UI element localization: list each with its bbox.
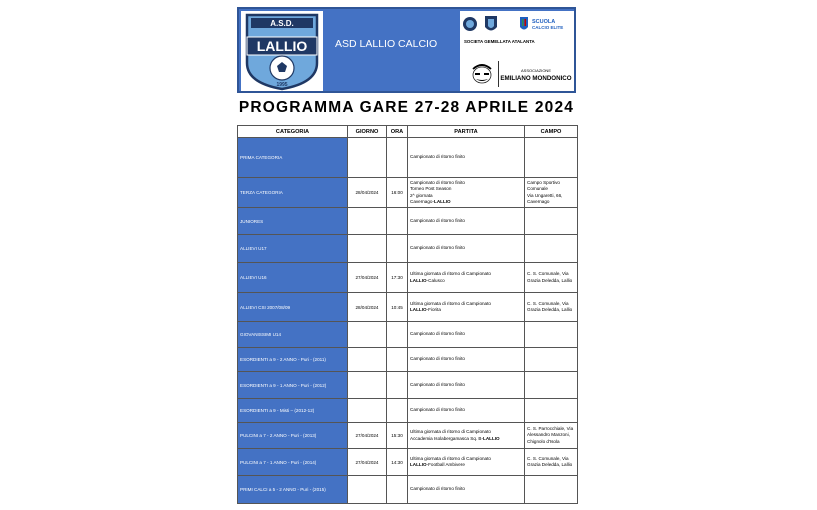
table-row [238,235,578,263]
venue-line: Cavernago [527,198,550,204]
table-row [238,476,578,504]
match-cell [408,423,525,449]
date-cell [348,348,387,372]
table-row [238,449,578,476]
time-cell [387,208,408,235]
venue-cell [525,476,578,504]
venue-cell [525,322,578,348]
association-label: ASSOCIAZIONE [520,68,552,73]
venue-cell [525,372,578,399]
category-cell: PULCINI a 7 - 1 ANNO - Puri - (2014) [238,449,348,476]
time-cell: 15:30 [387,423,408,449]
match-cell [408,449,525,476]
table-row [238,322,578,348]
date-cell: 28/04/2024 [348,293,387,322]
match-cell [408,399,525,423]
header-ora: ORA [387,126,408,138]
match-line: LALLIO-Fiorita [410,307,441,312]
match-line: Ultima giornata di ritorno di Campionato [410,271,491,277]
match-line: Campionato di ritorno finito [410,245,465,251]
venue-cell [525,208,578,235]
venue-cell [525,423,578,449]
table-row [238,348,578,372]
venue-cell [525,399,578,423]
date-cell [348,322,387,348]
category-cell: ESORDIENTI a 9 - Misti – (2012-12) [238,399,348,423]
time-cell [387,476,408,504]
match-line: LALLIO-Calusco [410,277,445,283]
time-cell [387,322,408,348]
time-cell [387,372,408,399]
table-row [238,263,578,293]
table-body [238,138,578,504]
time-cell [387,138,408,178]
header-banner [237,7,576,93]
club-logo [241,11,323,91]
header-categoria: CATEGORIA [238,126,348,138]
venue-cell [525,178,578,208]
header-partita: PARTITA [408,126,525,138]
match-cell [408,138,525,178]
time-cell: 10:45 [387,293,408,322]
venue-line: Via Ungaretti, 66, [527,192,563,198]
match-line: Campionato di ritorno finito [410,217,465,223]
date-cell [348,476,387,504]
association-name: EMILIANO MONDONICO [500,75,572,82]
match-cell [408,372,525,399]
team-name-highlight: LALLIO [483,435,500,441]
table-row [238,178,578,208]
match-cell [408,178,525,208]
date-cell [348,208,387,235]
team-name-highlight: LALLIO [410,277,427,283]
team-name-highlight: LALLIO [434,198,451,204]
venue-cell [525,263,578,293]
match-line: Ultima giornata di ritorno di Campionato [410,429,491,435]
time-cell: 16:00 [387,178,408,208]
match-line: Campionato di ritorno finito [410,331,465,337]
header-giorno: GIORNO [348,126,387,138]
venue-cell [525,235,578,263]
club-name: ASD LALLIO CALCIO [335,38,438,50]
category-cell: ALLIEVI CSI 2007/08/09 [238,293,348,322]
table-row [238,399,578,423]
logo-top-text: A.S.D. [270,19,294,28]
match-line: Ultima giornata di ritorno di Campionato [410,300,491,306]
category-cell: PULCINI a 7 - 2 ANNO - Puri - (2013) [238,423,348,449]
date-cell: 28/04/2024 [348,178,387,208]
venue-cell [525,348,578,372]
date-cell: 27/04/2024 [348,449,387,476]
table-row [238,372,578,399]
match-line: Torneo Post Season [410,186,452,192]
venue-line: C. S. Comunale, Via [527,271,569,277]
time-cell [387,348,408,372]
match-cell [408,208,525,235]
table-row [238,138,578,178]
time-cell: 14:30 [387,449,408,476]
match-line: Ultima giornata di ritorno di Campionato [410,455,491,461]
category-cell: ALLIEVI U16 [238,263,348,293]
venue-line: Campo Sportivo [527,179,560,185]
mondonico-portrait-icon [473,65,491,83]
team-name-highlight: LALLIO [410,462,427,467]
category-cell: ESORDIENTI a 9 - 2 ANNO - Puri - (2011) [238,348,348,372]
match-cell [408,476,525,504]
category-cell: PRIMA CATEGORIA [238,138,348,178]
date-cell: 27/04/2024 [348,423,387,449]
scuola-calcio-text-2: CALCIO ELITE [532,25,564,30]
fixtures-table [237,125,578,504]
match-line: Campionato di ritorno finito [410,179,465,185]
table-row [238,423,578,449]
venue-line: C. S. Comunale, Via [527,300,569,306]
date-cell [348,372,387,399]
venue-line: Grazia Deledda, Lallio [527,462,573,467]
venue-line: C. S. Parrocchiale, Via [527,426,574,432]
match-cell [408,348,525,372]
category-cell: ALLIEVI U17 [238,235,348,263]
category-cell: ESORDIENTI a 9 - 1 ANNO - Puri - (2012) [238,372,348,399]
table-row [238,293,578,322]
venue-cell [525,449,578,476]
match-cell [408,235,525,263]
match-cell [408,293,525,322]
date-cell [348,235,387,263]
venue-line: Grazia Deledda, Lallio [527,307,573,312]
table-header-row [238,126,578,138]
time-cell [387,399,408,423]
category-cell: GIOVANISSIMI U14 [238,322,348,348]
team-name-highlight: LALLIO [410,307,427,312]
match-line: Campionato di ritorno finito [410,154,465,160]
match-cell [408,322,525,348]
category-cell: TERZA CATEGORIA [238,178,348,208]
venue-line: Chignolo d'Isola [527,438,560,444]
match-line: Accademia Isolabergamasca Sq. B-LALLIO [410,435,500,441]
page-title: PROGRAMMA GARE 27-28 APRILE 2024 [238,99,575,116]
venue-line: Alessandro Manzoni, [527,432,570,438]
partner-logos [460,11,574,91]
category-cell: PRIMI CALCI a 5 - 2 ANNO - Puri - (2015) [238,476,348,504]
match-line: Campionato di ritorno finito [410,381,465,387]
gemellata-caption: SOCIETA GEMELLATA ATALANTA [464,39,535,44]
match-line: Campionato di ritorno finito [410,356,465,362]
logo-bottom-text: 1995 [276,82,288,88]
time-cell: 17:30 [387,263,408,293]
logo-main-text: LALLIO [256,38,308,54]
time-cell [387,235,408,263]
date-cell [348,138,387,178]
venue-cell [525,293,578,322]
match-line: 2^ giornata [410,192,433,198]
match-line: Campionato di ritorno finito [410,407,465,413]
venue-line: C. S. Comunale, Via [527,455,569,461]
venue-line: Grazia Deledda, Lallio [527,277,573,283]
table-row [238,208,578,235]
match-line: Cavernago-LALLIO [410,198,451,204]
match-cell [408,263,525,293]
figc-shield-icon [520,17,528,30]
date-cell: 27/04/2024 [348,263,387,293]
venue-cell [525,138,578,178]
scuola-calcio-text-1: SCUOLA [532,19,556,25]
match-line: LALLIO-Football Ambivere [410,462,465,467]
match-line: Campionato di ritorno finito [410,486,465,492]
venue-line: Comunale [527,186,548,192]
date-cell [348,399,387,423]
header-campo: CAMPO [525,126,578,138]
category-cell: JUNIORES [238,208,348,235]
